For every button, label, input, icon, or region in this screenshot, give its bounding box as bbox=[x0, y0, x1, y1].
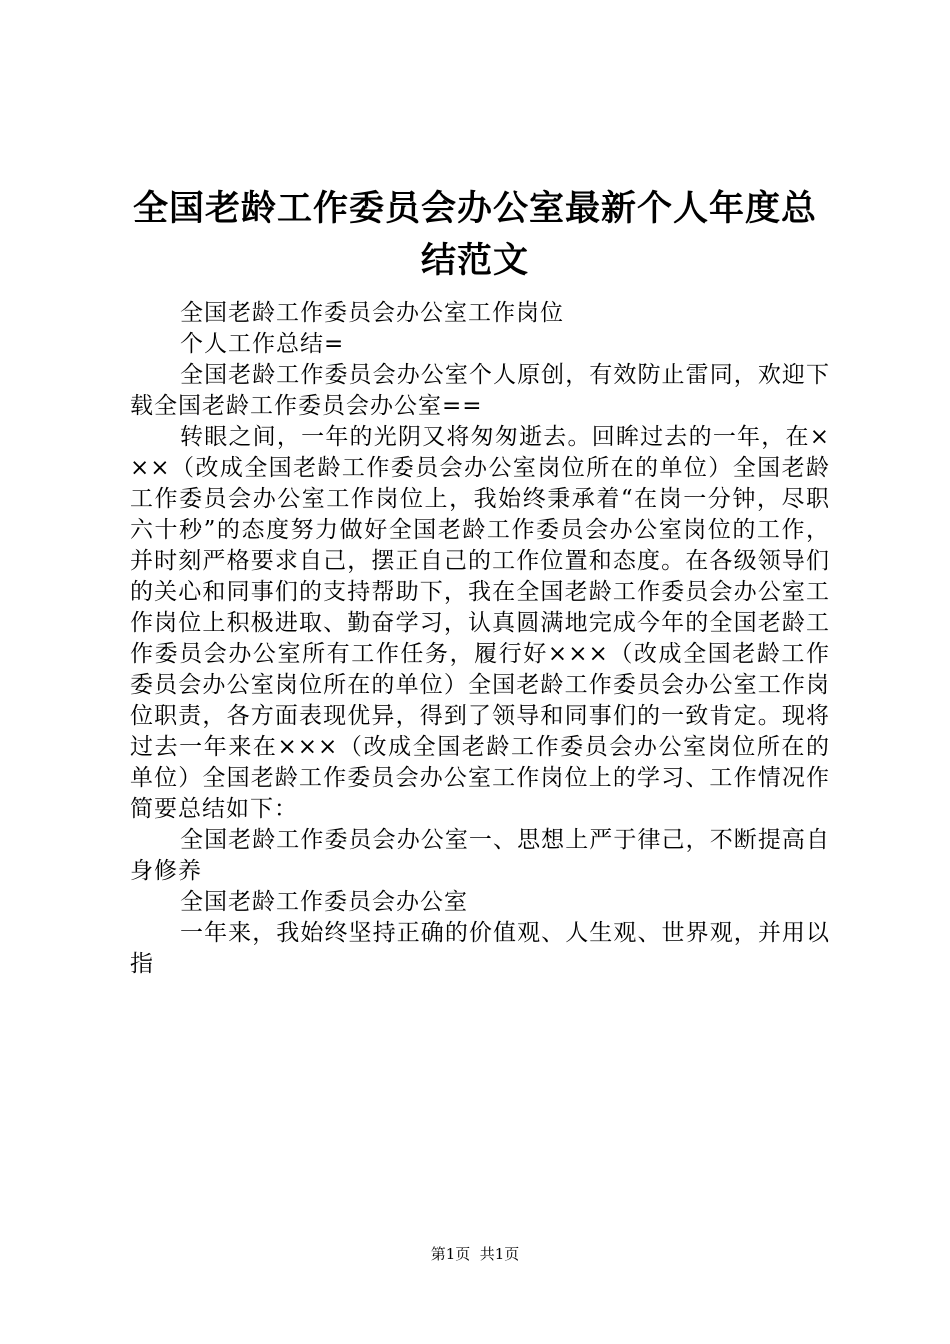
page-footer: 第1页 共1页 bbox=[430, 1245, 520, 1263]
paragraph: 全国老龄工作委员会办公室一、思想上严于律己，不断提高自身修养 bbox=[130, 827, 830, 884]
paragraph: 全国老龄工作委员会办公室 bbox=[180, 889, 468, 915]
paragraph: 转眼之间，一年的光阴又将匆匆逝去。回眸过去的一年，在×××（改成全国老龄工作委员会办公室岗位所在的单位）全国老龄工作委员会办公室工作岗位上，我始终秉承着“在岗一分钟，尽职六十秒”的态度努力做好全国老龄工作委员会办公室岗位的工作，并时刻严格要求自己，摆正自己的工作位置和态度。在各级领导们的关心和同事们的支持帮助下，我在全国老龄工作委员会办公室工作岗位上积极进取、勤奋学习，认真圆满地完成今年的全国老龄工作委员会办公室所有工作任务，履行好×××（改成全国老龄工作委员会办公室岗位所在的单位）全国老龄工作委员会办公室工作岗位职责，各方面表现优异，得到了领导和同事们的一致肯定。现将过去一年来在×××（改成全国老龄工作委员会办公室岗位所在的单位）全国老龄工作委员会办公室工作岗位上的学习、工作情况作简要总结如下： bbox=[130, 424, 830, 822]
paragraph: 一年来，我始终坚持正确的价值观、人生观、世界观，并用以指 bbox=[130, 920, 830, 977]
paragraph: 全国老龄工作委员会办公室个人原创，有效防止雷同，欢迎下载全国老龄工作委员会办公室== bbox=[130, 362, 830, 419]
document-title: 全国老龄工作委员会办公室最新个人年度总结范文 bbox=[132, 189, 817, 281]
paragraph: 个人工作总结= bbox=[180, 331, 345, 357]
document-body bbox=[130, 298, 830, 980]
paragraph: 全国老龄工作委员会办公室工作岗位 bbox=[180, 300, 564, 326]
